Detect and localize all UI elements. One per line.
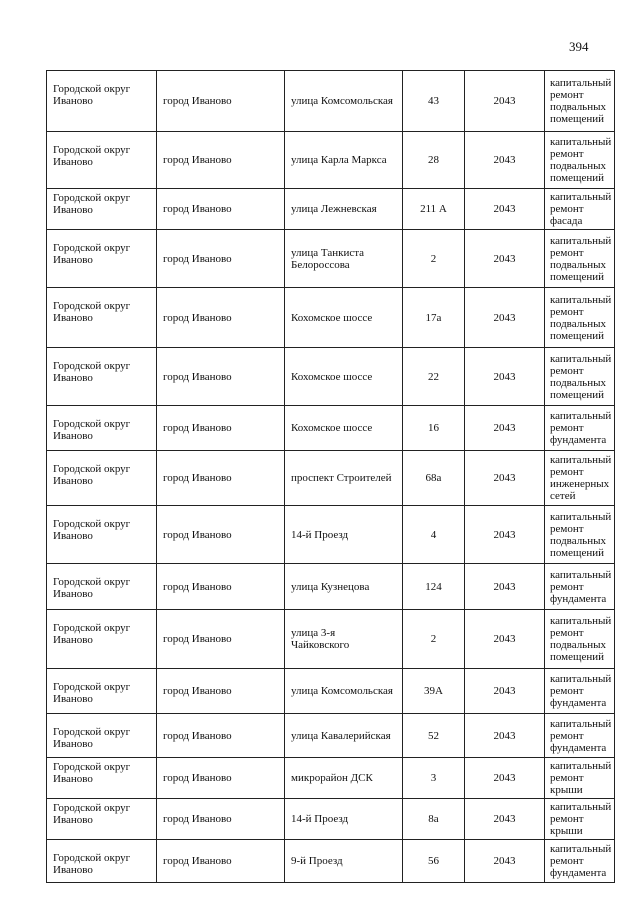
table-row <box>47 71 615 132</box>
district-cell: Городской округ Иваново <box>47 132 157 189</box>
house-number-cell: 2 <box>403 230 465 288</box>
street-cell: Кохомское шоссе <box>285 406 403 451</box>
table-row <box>47 406 615 451</box>
city-cell: город Иваново <box>157 288 285 348</box>
work-type-cell: капитальный ремонт фасада <box>545 189 615 230</box>
district-cell: Городской округ Иваново <box>47 840 157 883</box>
work-type-cell: капитальный ремонт инженерных сетей <box>545 451 615 506</box>
table-row <box>47 669 615 714</box>
city-cell: город Иваново <box>157 189 285 230</box>
district-cell: Городской округ Иваново <box>47 71 157 132</box>
house-number-cell: 39А <box>403 669 465 714</box>
street-cell: Кохомское шоссе <box>285 288 403 348</box>
street-cell: улица Кавалерийская <box>285 714 403 758</box>
table-row <box>47 610 615 669</box>
city-cell: город Иваново <box>157 714 285 758</box>
district-cell: Городской округ Иваново <box>47 189 157 230</box>
table-row <box>47 230 615 288</box>
street-cell: микрорайон ДСК <box>285 758 403 799</box>
house-number-cell: 16 <box>403 406 465 451</box>
city-cell: город Иваново <box>157 132 285 189</box>
city-cell: город Иваново <box>157 348 285 406</box>
table-row <box>47 288 615 348</box>
table-row <box>47 348 615 406</box>
street-cell: 14-й Проезд <box>285 506 403 564</box>
district-cell: Городской округ Иваново <box>47 506 157 564</box>
year-cell: 2043 <box>465 189 545 230</box>
street-cell: Кохомское шоссе <box>285 348 403 406</box>
work-type-cell: капитальный ремонт крыши <box>545 758 615 799</box>
street-cell: проспект Строителей <box>285 451 403 506</box>
house-number-cell: 2 <box>403 610 465 669</box>
table-row <box>47 189 615 230</box>
work-type-cell: капитальный ремонт подвальных помещений <box>545 132 615 189</box>
house-number-cell: 211 А <box>403 189 465 230</box>
street-cell: улица 3-я Чайковского <box>285 610 403 669</box>
city-cell: город Иваново <box>157 506 285 564</box>
year-cell: 2043 <box>465 714 545 758</box>
city-cell: город Иваново <box>157 610 285 669</box>
house-number-cell: 52 <box>403 714 465 758</box>
year-cell: 2043 <box>465 132 545 189</box>
table-row <box>47 714 615 758</box>
city-cell: город Иваново <box>157 71 285 132</box>
house-number-cell: 3 <box>403 758 465 799</box>
street-cell: 9-й Проезд <box>285 840 403 883</box>
table-row <box>47 564 615 610</box>
year-cell: 2043 <box>465 506 545 564</box>
work-type-cell: капитальный ремонт подвальных помещений <box>545 506 615 564</box>
table-row <box>47 799 615 840</box>
street-cell: улица Карла Маркса <box>285 132 403 189</box>
year-cell: 2043 <box>465 610 545 669</box>
year-cell: 2043 <box>465 71 545 132</box>
work-type-cell: капитальный ремонт фундамента <box>545 564 615 610</box>
house-number-cell: 68а <box>403 451 465 506</box>
street-cell: улица Танкиста Белороссова <box>285 230 403 288</box>
city-cell: город Иваново <box>157 230 285 288</box>
work-type-cell: капитальный ремонт подвальных помещений <box>545 610 615 669</box>
house-number-cell: 124 <box>403 564 465 610</box>
district-cell: Городской округ Иваново <box>47 348 157 406</box>
year-cell: 2043 <box>465 799 545 840</box>
district-cell: Городской округ Иваново <box>47 288 157 348</box>
street-cell: 14-й Проезд <box>285 799 403 840</box>
street-cell: улица Кузнецова <box>285 564 403 610</box>
repair-schedule-table <box>46 70 615 883</box>
table-row <box>47 451 615 506</box>
district-cell: Городской округ Иваново <box>47 610 157 669</box>
city-cell: город Иваново <box>157 406 285 451</box>
house-number-cell: 22 <box>403 348 465 406</box>
street-cell: улица Комсомольская <box>285 71 403 132</box>
year-cell: 2043 <box>465 564 545 610</box>
table-row <box>47 840 615 883</box>
house-number-cell: 43 <box>403 71 465 132</box>
work-type-cell: капитальный ремонт подвальных помещений <box>545 71 615 132</box>
district-cell: Городской округ Иваново <box>47 758 157 799</box>
city-cell: город Иваново <box>157 799 285 840</box>
house-number-cell: 17а <box>403 288 465 348</box>
city-cell: город Иваново <box>157 564 285 610</box>
work-type-cell: капитальный ремонт подвальных помещений <box>545 230 615 288</box>
year-cell: 2043 <box>465 840 545 883</box>
street-cell: улица Лежневская <box>285 189 403 230</box>
work-type-cell: капитальный ремонт подвальных помещений <box>545 348 615 406</box>
district-cell: Городской округ Иваново <box>47 669 157 714</box>
work-type-cell: капитальный ремонт подвальных помещений <box>545 288 615 348</box>
city-cell: город Иваново <box>157 758 285 799</box>
city-cell: город Иваново <box>157 451 285 506</box>
district-cell: Городской округ Иваново <box>47 714 157 758</box>
house-number-cell: 8а <box>403 799 465 840</box>
year-cell: 2043 <box>465 288 545 348</box>
house-number-cell: 4 <box>403 506 465 564</box>
street-cell: улица Комсомольская <box>285 669 403 714</box>
district-cell: Городской округ Иваново <box>47 230 157 288</box>
year-cell: 2043 <box>465 230 545 288</box>
house-number-cell: 28 <box>403 132 465 189</box>
district-cell: Городской округ Иваново <box>47 799 157 840</box>
year-cell: 2043 <box>465 348 545 406</box>
year-cell: 2043 <box>465 669 545 714</box>
city-cell: город Иваново <box>157 669 285 714</box>
work-type-cell: капитальный ремонт фундамента <box>545 840 615 883</box>
year-cell: 2043 <box>465 758 545 799</box>
district-cell: Городской округ Иваново <box>47 451 157 506</box>
work-type-cell: капитальный ремонт фундамента <box>545 714 615 758</box>
district-cell: Городской округ Иваново <box>47 564 157 610</box>
city-cell: город Иваново <box>157 840 285 883</box>
page-number: 394 <box>569 39 589 54</box>
work-type-cell: капитальный ремонт фундамента <box>545 669 615 714</box>
table-row <box>47 132 615 189</box>
table-row <box>47 506 615 564</box>
district-cell: Городской округ Иваново <box>47 406 157 451</box>
year-cell: 2043 <box>465 451 545 506</box>
house-number-cell: 56 <box>403 840 465 883</box>
table-row <box>47 758 615 799</box>
work-type-cell: капитальный ремонт крыши <box>545 799 615 840</box>
year-cell: 2043 <box>465 406 545 451</box>
work-type-cell: капитальный ремонт фундамента <box>545 406 615 451</box>
